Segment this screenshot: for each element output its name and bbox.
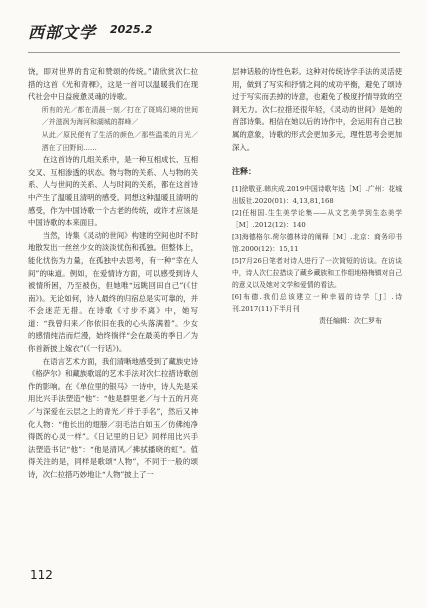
footnote: [6]布德.我们总该建立一种幸福的诗学［J］.诗刊.2017(11)下半月刊 xyxy=(232,292,402,313)
page-header xyxy=(28,20,408,48)
paragraph: 当然，诗集《灵动的世间》构建的空间也时不时地散发出一丝丝少女的淡淡忧伤和孤独。但整体上，能化忧伤为力量，在孤独中去思考，有一种“幸在人间”的味道。例如，在爱情诗方面，可以感受到诗人被情所困，乃至被伤，但她唯“远眺回田自己”(《甘南》)。无论如何，诗人最终的归宿总是实可靠的，并不会迷茫无措。在诗歌《寸步不离》中，她写道：“我曾归来／你依旧在我的心头落满着”。少女的感情纯洁而烂漫，始终徜徉“会在最美的季日／为你首新披上嫁衣”(《一行话》)。 xyxy=(28,230,199,354)
page-number: 112 xyxy=(30,568,53,582)
footnote: [3]海德格尔.荷尔德林诗的阐释［M］.北京：商务印书馆.2000(12)：15,11 xyxy=(232,232,402,253)
footnote: [1]徐敬亚.韩庆成.2019中国诗歌年选［M］.广州：花城出版社.2020(01)：4,13,81,168 xyxy=(232,184,402,205)
footnote: [2]任相国.生生美学论集——从文艺美学到生态美学［M］.2012(12)：140 xyxy=(232,208,402,229)
responsible-editor: 责任编辑：次仁罗布 xyxy=(319,316,382,325)
notes-list xyxy=(232,183,402,315)
poem-excerpt: 从此／原民便有了生活的颜色／那些温柔的月光／洒在了田野间…… xyxy=(41,130,198,152)
paragraph: 饶，即对世界的肯定和赞颂的传统。”请欣赏次仁拉措的这首《光和青稞》，这是一首可以温暖我们在现代社会中日益疲惫灵魂的诗歌。 xyxy=(28,67,198,102)
notes-title: 注释： xyxy=(232,167,256,177)
right-paragraphs xyxy=(232,66,402,154)
right-column xyxy=(232,66,402,327)
paragraph: 在语言艺术方面，我们清晰地感受到了藏族史诗《格萨尔》和藏族歌谣的艺术手法对次仁拉措诗歌创作的影响。在《单位里的银马》一诗中，诗人先是采用比兴手法塑造“他”：“他是群里老／与十五的月亮／与深爱在云层之上的青光／并于手名”，然后又神化人物：“他长出的翅膀／羽毛洁白如玉／仿佛纯净得既的心灵一样”。《日记里的日记》同样用比兴手法塑造书记“他”：“他是清风／拂拭播晓的虹”。值得关注的是，同样是歌颂“人物”，不同于一般的颂诗，次仁拉措巧妙地让“人物”披上了一 xyxy=(28,356,199,479)
left-column xyxy=(28,66,198,482)
header-divider xyxy=(28,52,400,53)
journal-logo: 西部文学 xyxy=(28,23,97,42)
paragraph: 在这首诗的几组关系中，是一种互相成长、互相交叉、互相渗透的状态。物与物的关系、人与物的关系、人与世间的关系、人与时间的关系，都在这首诗中产生了温暖且清明的感受。同想这种温暖且清明的感受，作为中国诗歌一个古老的传统，或许才应该是中国诗歌的本来面目。 xyxy=(28,155,199,228)
issue-number: 2025.2 xyxy=(110,23,153,36)
paragraph: 层神话般的诗性色彩。这种对传统诗学手法的灵活使用，做到了写实和抒情之间的成功平衡，避免了颂诗过于写实而丢掉的诗意，也避免了极度抒情导致的空洞无力。次仁拉措还很年轻，《灵动的世间》是她的首部诗集。相信在她以后的诗作中，会运用有自己独属的意象，诗歌的形式会更加多元，理性思考会更加深入。 xyxy=(232,67,402,152)
footnote: [5]7月26日笔者对诗人进行了一次简短的访谈。在访谈中，诗人次仁拉措谈了藏乡藏族和工作组地格梅镇对自己的意义以及她对文学和爱情的看法。 xyxy=(232,256,402,289)
poem-excerpt: 所有的光／都在清晨一刻／打在了斑鸠幻境的世间／并滋润为海河和湖城的群峰／ xyxy=(41,105,198,127)
